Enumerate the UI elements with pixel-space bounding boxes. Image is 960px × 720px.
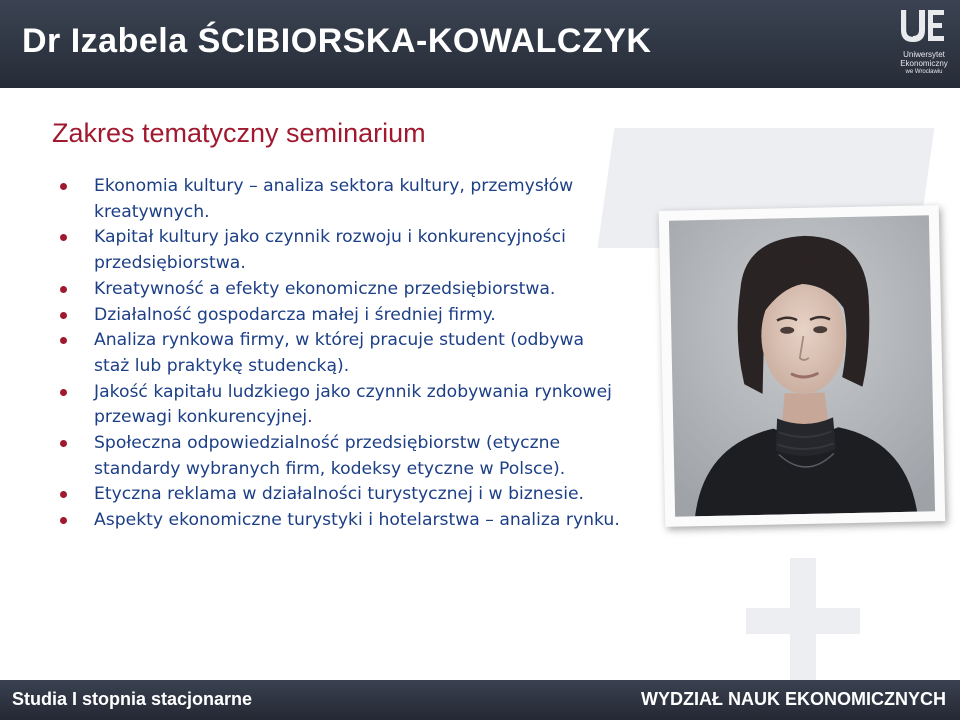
portrait-illustration [669,215,935,516]
photo-frame [659,205,946,527]
page-title: Dr Izabela ŚCIBIORSKA-KOWALCZYK [22,22,652,60]
logo-text [893,50,955,77]
faculty-label: WYDZIAŁ NAUK EKONOMICZNYCH [641,689,946,709]
bullet-icon [60,286,67,293]
study-level-label: Studia I stopnia stacjonarne [12,689,253,709]
logo-line-3: we Wrocławiu [905,69,943,75]
bullet-icon [60,517,67,524]
list-item: Analiza rynkowa firmy, w której pracuje student (odbywa staż lub praktykę studencką). [60,328,620,379]
bullet-icon [60,312,67,319]
footer-bar [0,680,960,720]
list-item: Społeczna odpowiedzialność przedsiębiorstw (etyczne standardy wybranych firm, kodeksy etyczne w Polsce). [60,431,620,482]
topic-list [60,174,620,534]
logo-line-1: Uniwersytet [903,50,945,59]
list-item: Kreatywność a efekty ekonomiczne przedsiębiorstwa. [60,277,620,303]
list-item: Etyczna reklama w działalności turystycznej i w biznesie. [60,482,620,508]
ue-logo-icon [897,8,947,46]
list-item: Ekonomia kultury – analiza sektora kultury, przemysłów kreatywnych. [60,174,620,225]
bullet-icon [60,337,67,344]
bullet-icon [60,491,67,498]
list-item: Kapitał kultury jako czynnik rozwoju i konkurencyjności przedsiębiorstwa. [60,225,620,276]
bullet-icon [60,234,67,241]
list-item: Aspekty ekonomiczne turystyki i hotelarstwa – analiza rynku. [60,508,620,534]
bullet-icon [60,183,67,190]
list-item: Działalność gospodarcza małej i średniej firmy. [60,303,620,329]
university-logo [893,8,955,82]
section-title: Zakres tematyczny seminarium [52,118,426,148]
portrait-photo [669,215,935,516]
bullet-icon [60,389,67,396]
header-bar [0,0,960,88]
list-item: Jakość kapitału ludzkiego jako czynnik zdobywania rynkowej przewagi konkurencyjnej. [60,380,620,431]
bullet-icon [60,440,67,447]
logo-line-2: Ekonomiczny [900,59,948,68]
